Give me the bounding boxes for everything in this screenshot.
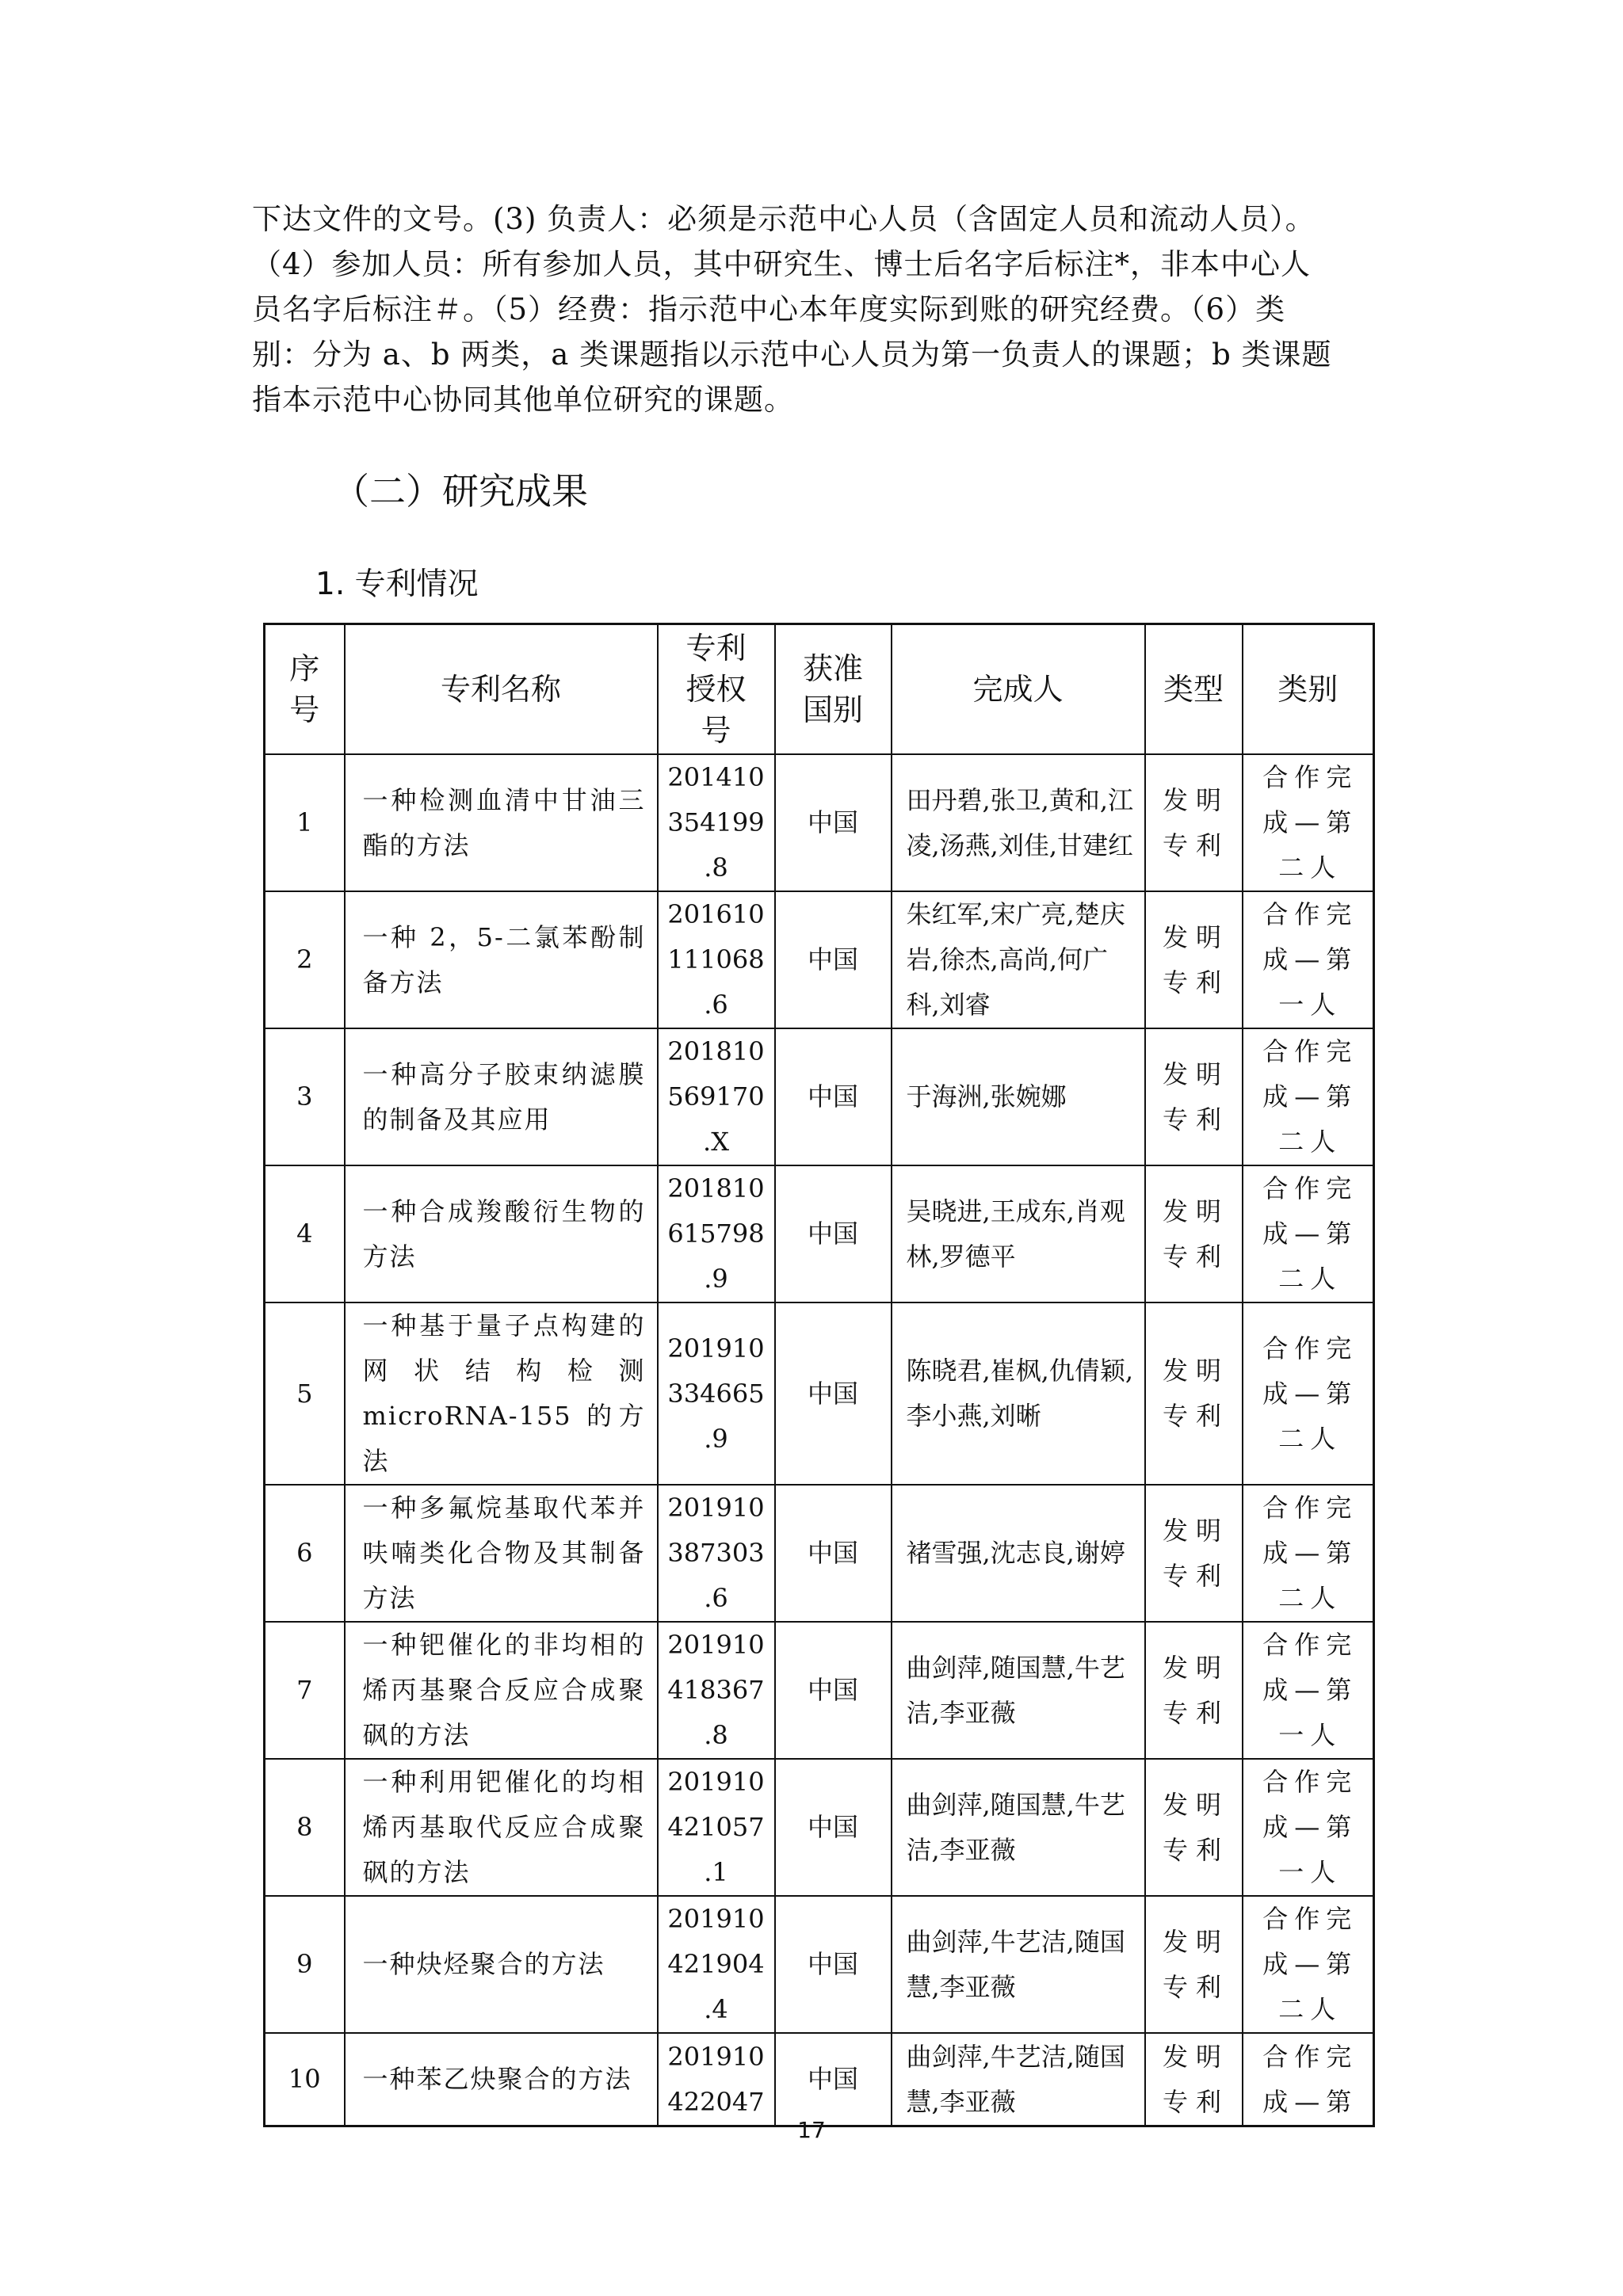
cell-type: 发明专利 <box>1145 1028 1243 1165</box>
patent-number-part: 111068 <box>667 944 765 974</box>
patent-number-part: 422047 <box>667 2086 765 2117</box>
header-category: 类别 <box>1243 624 1374 755</box>
page-number: 17 <box>797 2117 826 2143</box>
header-text: 专利 <box>685 631 747 666</box>
cell-patent-number <box>658 891 775 1028</box>
table-row <box>265 1302 1374 1485</box>
header-text: 获准 <box>802 651 863 686</box>
intro-line: 别：分为 a、b 两类，a 类课题指以示范中心人员为第一负责人的课题；b 类课题 <box>252 338 1332 372</box>
cell-authors: 吴晓进,王成东,肖观林,罗德平 <box>892 1165 1145 1302</box>
cell-category: 合作完成—第一人 <box>1243 1622 1374 1759</box>
cell-country: 中国 <box>775 1165 892 1302</box>
patent-number-part: .9 <box>704 1423 728 1454</box>
cell-country: 中国 <box>775 1622 892 1759</box>
header-idx <box>265 624 345 755</box>
cell-category: 合作完成—第二人 <box>1243 754 1374 891</box>
cell-category: 合作完成—第 <box>1243 2033 1374 2126</box>
cell-patent-name: 一种 2，5-二氯苯酚制备方法 <box>345 891 658 1028</box>
intro-paragraph <box>252 196 1377 422</box>
header-text: 号 <box>701 713 731 748</box>
cell-type: 发明专利 <box>1145 1302 1243 1485</box>
cell-idx: 6 <box>265 1485 345 1622</box>
table-row <box>265 1622 1374 1759</box>
patent-number-part: 201810 <box>667 1036 765 1066</box>
patent-number-part: .8 <box>704 852 728 883</box>
cell-type: 发明专利 <box>1145 1759 1243 1896</box>
cell-patent-name: 一种利用钯催化的均相烯丙基取代反应合成聚砜的方法 <box>345 1759 658 1896</box>
patent-number-part: .1 <box>704 1857 728 1887</box>
patent-number-part: 201910 <box>667 1767 765 1797</box>
header-type: 类型 <box>1145 624 1243 755</box>
patent-number-part: 201910 <box>667 1493 765 1523</box>
table-row <box>265 754 1374 891</box>
patent-number-part: 201910 <box>667 2041 765 2072</box>
cell-patent-number <box>658 754 775 891</box>
patent-number-part: 201910 <box>667 1333 765 1363</box>
cell-patent-name: 一种多氟烷基取代苯并呋喃类化合物及其制备方法 <box>345 1485 658 1622</box>
table-body <box>265 754 1374 2126</box>
patent-number-part: .8 <box>704 1720 728 1750</box>
table-row <box>265 1165 1374 1302</box>
cell-type: 发明专利 <box>1145 2033 1243 2126</box>
patent-number-part: 421057 <box>667 1812 765 1842</box>
cell-type: 发明专利 <box>1145 1622 1243 1759</box>
cell-country: 中国 <box>775 1028 892 1165</box>
table-row <box>265 1485 1374 1622</box>
cell-patent-number <box>658 1302 775 1485</box>
cell-idx: 9 <box>265 1896 345 2033</box>
cell-patent-name: 一种合成羧酸衍生物的方法 <box>345 1165 658 1302</box>
patent-number-part: 201910 <box>667 1630 765 1660</box>
header-text: 国别 <box>802 692 863 727</box>
table-row <box>265 1028 1374 1165</box>
header-text: 序 <box>289 651 320 686</box>
section-subheading: 1. 专利情况 <box>315 566 479 602</box>
header-country <box>775 624 892 755</box>
cell-category: 合作完成—第一人 <box>1243 891 1374 1028</box>
cell-country: 中国 <box>775 754 892 891</box>
table-row <box>265 2033 1374 2126</box>
cell-type: 发明专利 <box>1145 754 1243 891</box>
cell-idx: 5 <box>265 1302 345 1485</box>
patent-number-part: 334665 <box>667 1378 765 1409</box>
patent-number-part: 201410 <box>667 762 765 792</box>
patent-number-part: 354199 <box>667 807 765 837</box>
cell-category: 合作完成—第二人 <box>1243 1485 1374 1622</box>
header-authors: 完成人 <box>892 624 1145 755</box>
cell-category: 合作完成—第一人 <box>1243 1759 1374 1896</box>
cell-authors: 褚雪强,沈志良,谢婷 <box>892 1485 1145 1622</box>
cell-type: 发明专利 <box>1145 891 1243 1028</box>
cell-authors: 曲剑萍,随国慧,牛艺洁,李亚薇 <box>892 1622 1145 1759</box>
cell-country: 中国 <box>775 2033 892 2126</box>
intro-line: 指本示范中心协同其他单位研究的课题。 <box>252 383 794 417</box>
cell-country: 中国 <box>775 1302 892 1485</box>
cell-type: 发明专利 <box>1145 1485 1243 1622</box>
cell-authors: 于海洲,张婉娜 <box>892 1028 1145 1165</box>
table-row <box>265 891 1374 1028</box>
cell-patent-number <box>658 1622 775 1759</box>
cell-type: 发明专利 <box>1145 1896 1243 2033</box>
cell-authors: 曲剑萍,牛艺洁,随国慧,李亚薇 <box>892 1896 1145 2033</box>
header-text: 授权 <box>685 672 747 707</box>
header-text: 号 <box>289 692 320 727</box>
cell-patent-name: 一种苯乙炔聚合的方法 <box>345 2033 658 2126</box>
cell-patent-number <box>658 1896 775 2033</box>
cell-type: 发明专利 <box>1145 1165 1243 1302</box>
patent-table <box>263 623 1375 2127</box>
cell-idx: 1 <box>265 754 345 891</box>
cell-authors: 曲剑萍,随国慧,牛艺洁,李亚薇 <box>892 1759 1145 1896</box>
intro-line: （4）参加人员：所有参加人员，其中研究生、博士后名字后标注*，非本中心人 <box>252 247 1312 281</box>
cell-category: 合作完成—第二人 <box>1243 1028 1374 1165</box>
table-row <box>265 1896 1374 2033</box>
cell-authors: 田丹碧,张卫,黄和,江凌,汤燕,刘佳,甘建红 <box>892 754 1145 891</box>
cell-idx: 3 <box>265 1028 345 1165</box>
cell-patent-name: 一种炔烃聚合的方法 <box>345 1896 658 2033</box>
cell-patent-name: 一种钯催化的非均相的烯丙基聚合反应合成聚砜的方法 <box>345 1622 658 1759</box>
header-name: 专利名称 <box>345 624 658 755</box>
cell-patent-name: 一种基于量子点构建的网状结构检测 microRNA-155 的方法 <box>345 1302 658 1485</box>
cell-authors: 朱红军,宋广亮,楚庆岩,徐杰,高尚,何广科,刘睿 <box>892 891 1145 1028</box>
cell-idx: 7 <box>265 1622 345 1759</box>
cell-patent-number <box>658 1165 775 1302</box>
cell-country: 中国 <box>775 891 892 1028</box>
patent-number-part: .4 <box>704 1994 728 2024</box>
patent-number-part: 201610 <box>667 899 765 929</box>
header-number <box>658 624 775 755</box>
patent-number-part: .6 <box>704 1583 728 1613</box>
table-header-row <box>265 624 1374 755</box>
cell-idx: 10 <box>265 2033 345 2126</box>
cell-category: 合作完成—第二人 <box>1243 1302 1374 1485</box>
cell-category: 合作完成—第二人 <box>1243 1896 1374 2033</box>
cell-country: 中国 <box>775 1759 892 1896</box>
cell-patent-number <box>658 1028 775 1165</box>
patent-number-part: 569170 <box>667 1081 765 1112</box>
cell-country: 中国 <box>775 1485 892 1622</box>
cell-idx: 4 <box>265 1165 345 1302</box>
patent-number-part: 201810 <box>667 1173 765 1203</box>
cell-patent-number <box>658 2033 775 2126</box>
patent-number-part: 615798 <box>667 1219 765 1249</box>
cell-idx: 2 <box>265 891 345 1028</box>
intro-line: 下达文件的文号。(3) 负责人：必须是示范中心人员（含固定人员和流动人员）。 <box>252 202 1316 236</box>
cell-category: 合作完成—第二人 <box>1243 1165 1374 1302</box>
cell-authors: 曲剑萍,牛艺洁,随国慧,李亚薇 <box>892 2033 1145 2126</box>
patent-number-part: 418367 <box>667 1675 765 1705</box>
intro-line: 员名字后标注＃。（5）经费：指示范中心本年度实际到账的研究经费。（6）类 <box>252 292 1286 326</box>
cell-patent-name: 一种高分子胶束纳滤膜的制备及其应用 <box>345 1028 658 1165</box>
patent-number-part: .6 <box>704 990 728 1020</box>
cell-authors: 陈晓君,崔枫,仇倩颖,李小燕,刘晰 <box>892 1302 1145 1485</box>
patent-number-part: .X <box>703 1127 729 1157</box>
table-row <box>265 1759 1374 1896</box>
cell-patent-name: 一种检测血清中甘油三酯的方法 <box>345 754 658 891</box>
cell-country: 中国 <box>775 1896 892 2033</box>
cell-patent-number <box>658 1485 775 1622</box>
patent-number-part: 387303 <box>667 1538 765 1568</box>
cell-idx: 8 <box>265 1759 345 1896</box>
patent-number-part: 201910 <box>667 1904 765 1934</box>
section-heading: （二）研究成果 <box>333 470 588 513</box>
patent-number-part: 421904 <box>667 1949 765 1979</box>
patent-number-part: .9 <box>704 1264 728 1294</box>
cell-patent-number <box>658 1759 775 1896</box>
